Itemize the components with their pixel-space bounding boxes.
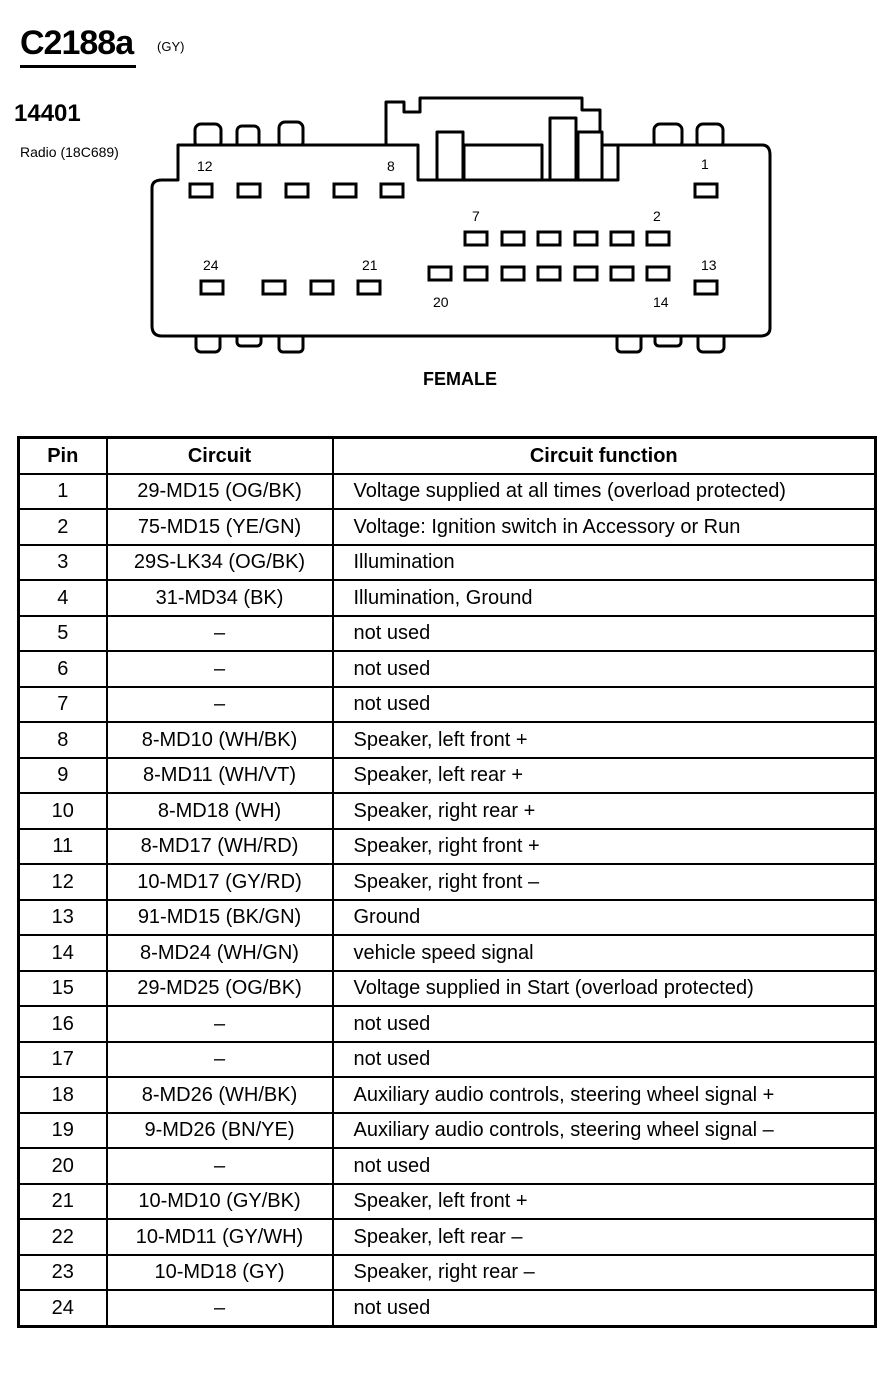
circuit-cell: – xyxy=(107,1006,333,1042)
function-cell: Speaker, left rear + xyxy=(333,758,876,794)
table-row xyxy=(19,1077,876,1113)
circuit-cell: 9-MD26 (BN/YE) xyxy=(107,1113,333,1149)
pin-cavity xyxy=(695,281,717,294)
table-row xyxy=(19,580,876,616)
pin-cell: 5 xyxy=(19,616,107,652)
pin-cell: 4 xyxy=(19,580,107,616)
pin-cavity xyxy=(238,184,260,197)
circuit-cell: 8-MD17 (WH/RD) xyxy=(107,829,333,865)
pin-cavity xyxy=(575,232,597,245)
latch-slot xyxy=(437,132,463,180)
pin-cell: 11 xyxy=(19,829,107,865)
pin-cavity xyxy=(502,267,524,280)
circuit-cell: – xyxy=(107,687,333,723)
pin-cavity xyxy=(190,184,212,197)
pin-cell: 16 xyxy=(19,1006,107,1042)
circuit-cell: 8-MD24 (WH/GN) xyxy=(107,935,333,971)
connector-diagram xyxy=(0,0,896,400)
pin-label-8: 8 xyxy=(387,158,395,174)
circuit-cell: 29-MD15 (OG/BK) xyxy=(107,474,333,510)
table-row xyxy=(19,651,876,687)
circuit-cell: 10-MD17 (GY/RD) xyxy=(107,864,333,900)
circuit-cell: 31-MD34 (BK) xyxy=(107,580,333,616)
table-row xyxy=(19,935,876,971)
function-cell: vehicle speed signal xyxy=(333,935,876,971)
pin-label-24: 24 xyxy=(203,257,219,273)
table-row xyxy=(19,758,876,794)
circuit-cell: 10-MD10 (GY/BK) xyxy=(107,1184,333,1220)
pin-cell: 13 xyxy=(19,900,107,936)
pin-label-2: 2 xyxy=(653,208,661,224)
pin-label-13: 13 xyxy=(701,257,717,273)
pin-label-7: 7 xyxy=(472,208,480,224)
function-cell: not used xyxy=(333,1290,876,1326)
column-header-circuit: Circuit xyxy=(107,438,333,474)
pin-cell: 8 xyxy=(19,722,107,758)
circuit-cell: 10-MD11 (GY/WH) xyxy=(107,1219,333,1255)
table-row xyxy=(19,829,876,865)
function-cell: Speaker, left rear – xyxy=(333,1219,876,1255)
pin-cavity xyxy=(538,267,560,280)
function-cell: Speaker, right rear + xyxy=(333,793,876,829)
pin-cell: 20 xyxy=(19,1148,107,1184)
circuit-cell: – xyxy=(107,616,333,652)
pin-cavity xyxy=(465,232,487,245)
pin-cell: 24 xyxy=(19,1290,107,1326)
connector-id: C2188a xyxy=(20,24,134,62)
function-cell: Auxiliary audio controls, steering wheel signal – xyxy=(333,1113,876,1149)
circuit-cell: – xyxy=(107,1290,333,1326)
pin-cavity xyxy=(358,281,380,294)
circuit-cell: 29-MD25 (OG/BK) xyxy=(107,971,333,1007)
pin-cavity xyxy=(538,232,560,245)
pin-cell: 12 xyxy=(19,864,107,900)
pin-cell: 3 xyxy=(19,545,107,581)
circuit-cell: 91-MD15 (BK/GN) xyxy=(107,900,333,936)
circuit-cell: 75-MD15 (YE/GN) xyxy=(107,509,333,545)
circuit-cell: – xyxy=(107,1148,333,1184)
pin-cell: 17 xyxy=(19,1042,107,1078)
pin-cell: 7 xyxy=(19,687,107,723)
function-cell: Voltage supplied at all times (overload protected) xyxy=(333,474,876,510)
pin-cavity xyxy=(502,232,524,245)
function-cell: not used xyxy=(333,651,876,687)
pin-cavity xyxy=(311,281,333,294)
function-cell: Illumination xyxy=(333,545,876,581)
function-cell: not used xyxy=(333,687,876,723)
table-row xyxy=(19,722,876,758)
table-header-row xyxy=(19,438,876,474)
connector-color: (GY) xyxy=(157,39,185,54)
pin-cavity xyxy=(465,267,487,280)
pin-cell: 14 xyxy=(19,935,107,971)
table-row xyxy=(19,1042,876,1078)
table-row xyxy=(19,474,876,510)
circuit-cell: 8-MD18 (WH) xyxy=(107,793,333,829)
circuit-cell: 8-MD11 (WH/VT) xyxy=(107,758,333,794)
pin-cell: 18 xyxy=(19,1077,107,1113)
table-row xyxy=(19,1148,876,1184)
function-cell: Auxiliary audio controls, steering wheel signal + xyxy=(333,1077,876,1113)
function-cell: not used xyxy=(333,1042,876,1078)
part-name: Radio (18C689) xyxy=(20,144,119,160)
function-cell: Ground xyxy=(333,900,876,936)
table-row xyxy=(19,545,876,581)
pin-label-20: 20 xyxy=(433,294,449,310)
table-row xyxy=(19,1255,876,1291)
table-row xyxy=(19,1113,876,1149)
function-cell: Speaker, left front + xyxy=(333,1184,876,1220)
pin-label-12: 12 xyxy=(197,158,213,174)
function-cell: Speaker, right front – xyxy=(333,864,876,900)
function-cell: Illumination, Ground xyxy=(333,580,876,616)
pin-cell: 9 xyxy=(19,758,107,794)
pin-label-14: 14 xyxy=(653,294,669,310)
circuit-cell: – xyxy=(107,1042,333,1078)
pin-cavity xyxy=(201,281,223,294)
function-cell: Voltage supplied in Start (overload protected) xyxy=(333,971,876,1007)
pin-cell: 10 xyxy=(19,793,107,829)
pin-cavity xyxy=(611,232,633,245)
pin-cavity xyxy=(575,267,597,280)
function-cell: not used xyxy=(333,1006,876,1042)
pin-cavity xyxy=(334,184,356,197)
pin-cell: 6 xyxy=(19,651,107,687)
pin-cell: 15 xyxy=(19,971,107,1007)
circuit-cell: 8-MD26 (WH/BK) xyxy=(107,1077,333,1113)
part-number: 14401 xyxy=(14,100,81,127)
gender-label: FEMALE xyxy=(423,369,497,389)
pin-cavity xyxy=(263,281,285,294)
table-row xyxy=(19,616,876,652)
column-header-function: Circuit function xyxy=(333,438,876,474)
table-row xyxy=(19,900,876,936)
circuit-cell: 29S-LK34 (OG/BK) xyxy=(107,545,333,581)
pin-cell: 2 xyxy=(19,509,107,545)
pin-label-1: 1 xyxy=(701,156,709,172)
table-row xyxy=(19,793,876,829)
pin-label-21: 21 xyxy=(362,257,378,273)
circuit-cell: 10-MD18 (GY) xyxy=(107,1255,333,1291)
function-cell: not used xyxy=(333,616,876,652)
table-row xyxy=(19,1290,876,1326)
pin-cavity xyxy=(695,184,717,197)
pin-table xyxy=(17,436,877,1328)
pin-cavity xyxy=(647,232,669,245)
pin-cavity xyxy=(286,184,308,197)
function-cell: Voltage: Ignition switch in Accessory or Run xyxy=(333,509,876,545)
table-row xyxy=(19,971,876,1007)
table-row xyxy=(19,687,876,723)
table-row xyxy=(19,864,876,900)
table-row xyxy=(19,1006,876,1042)
table-row xyxy=(19,1219,876,1255)
pin-cell: 21 xyxy=(19,1184,107,1220)
pin-cavity xyxy=(429,267,451,280)
function-cell: not used xyxy=(333,1148,876,1184)
function-cell: Speaker, right rear – xyxy=(333,1255,876,1291)
pin-cell: 23 xyxy=(19,1255,107,1291)
column-header-pin: Pin xyxy=(19,438,107,474)
circuit-cell: – xyxy=(107,651,333,687)
pin-cavity xyxy=(647,267,669,280)
pin-cell: 1 xyxy=(19,474,107,510)
circuit-cell: 8-MD10 (WH/BK) xyxy=(107,722,333,758)
function-cell: Speaker, left front + xyxy=(333,722,876,758)
pin-cell: 19 xyxy=(19,1113,107,1149)
function-cell: Speaker, right front + xyxy=(333,829,876,865)
table-row xyxy=(19,509,876,545)
latch-slot xyxy=(578,132,602,180)
pin-cell: 22 xyxy=(19,1219,107,1255)
latch-slot xyxy=(550,118,576,180)
pin-cavity xyxy=(381,184,403,197)
pin-cavity xyxy=(611,267,633,280)
table-row xyxy=(19,1184,876,1220)
latch-slot xyxy=(464,145,542,180)
